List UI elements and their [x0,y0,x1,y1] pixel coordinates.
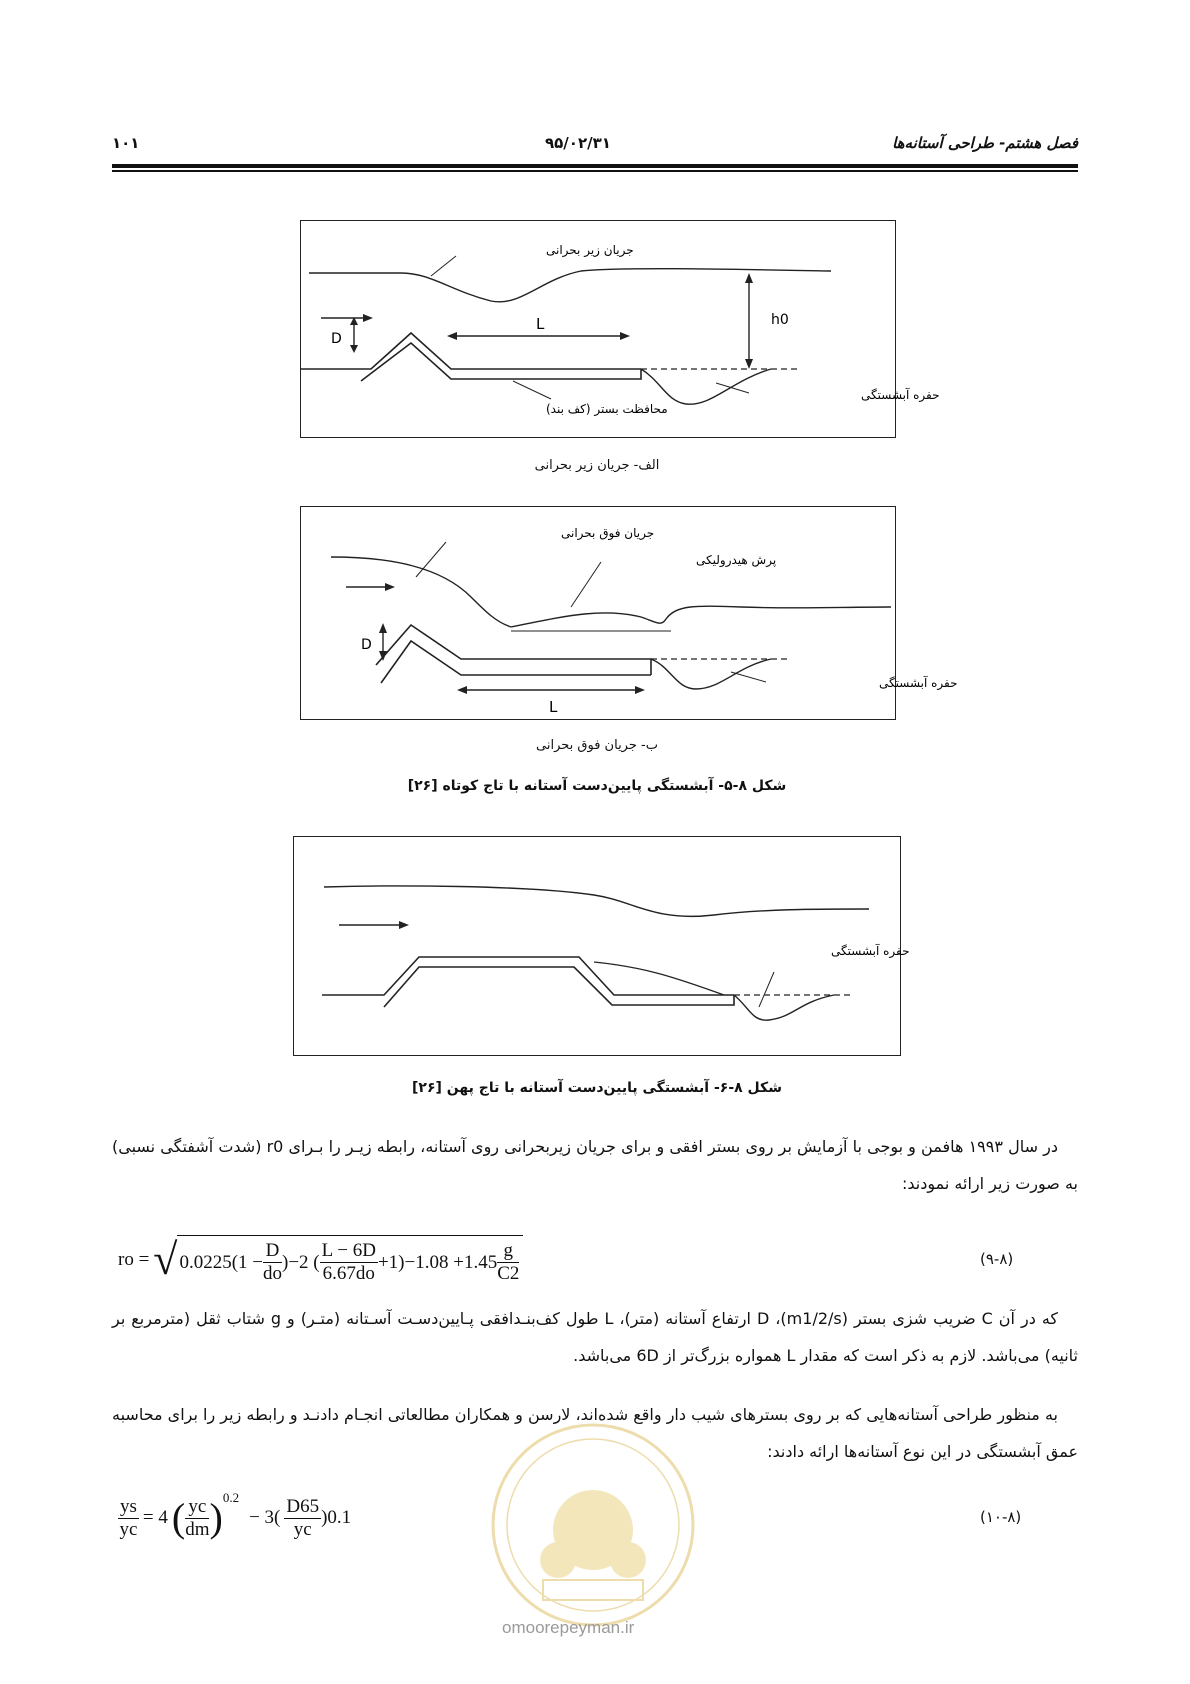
fig-a-label-bed-protection: محافظت بستر (کف بند) [546,402,668,416]
paragraph-3: به منظور طراحی آستانه‌هایی که بر روی بسترهای شیب دار واقع شده‌اند، لارسن و همکاران مطالعاتی انجـام دادنـد و رابطه زیر را برای محاسبه عمق آبشستگی در این نوع آستانه‌ها ارائه دادند: [112,1405,1078,1461]
eq9-term-2: )−2 ( [282,1251,320,1273]
figure-c-broad-crest [293,836,910,1056]
watermark-site: omoorepeyman.ir [502,1618,635,1637]
eq9-radicand [177,1235,523,1285]
eq10-exponent: 0.2 [222,1490,240,1505]
figure-b-caption: ب- جریان فوق بحرانی [536,738,658,753]
eq10-frac-yc-dm: $\frac{yc}{dm}$ [185,1495,210,1540]
figure-b-drawing [301,507,958,719]
fig-a-label-subcritical: جریان زیر بحرانی [546,243,634,257]
eq10-frac-d65-yc: $\frac{D65}{yc}$ [286,1495,320,1540]
figure-5-caption: شکل ۸-۵- آبشستگی پایین‌دست آستانه با تاج کوتاه [۲۶] [407,778,787,794]
equation-10-8-number: (۱۰-۸) [980,1508,1022,1526]
fig-b-label-l: L [549,698,558,716]
watermark-seal [488,1420,698,1630]
eq10-term-2: − 3( [249,1507,281,1528]
paragraph-2: که در آن C ضریب شزی بستر (m1/2/s)، D ارتفاع آستانه (متر)، L طول کف‌بنـدافقی پـایین‌دسـت آسـتانه (متـر) و g شتاب ثقل (مترمربع بر ثانیه) می‌باشد. لازم به ذکر است که مقدار L همواره بزرگ‌تر از 6D می‌باشد. [112,1309,1078,1365]
header-rule-thin [112,170,1078,172]
fig-a-label-d: D [331,331,342,347]
fig-b-label-jump: پرش هیدرولیکی [696,553,777,567]
fig-b-label-d: D [361,637,372,653]
figure-a-drawing [301,221,940,437]
fig-b-label-supercritical: جریان فوق بحرانی [561,526,655,540]
eq9-sqrt-sign: √ [153,1235,178,1284]
paragraph-1: در سال ۱۹۹۳ هافمن و بوجی با آزمایش بر روی بستر افقی و برای جریان زیربحرانی روی آستانه، رابطه زیـر را بـرای r0 (شدت آشفتگی نسبی) به صورت زیر ارائه نمودند: [112,1137,1078,1193]
eq9-frac-d-do: $\frac{D}{do}$ [263,1240,282,1284]
eq10-term-1: = 4 [142,1507,168,1528]
fig-a-label-scour: حفره آبشستگی [861,388,940,402]
fig-c-label-scour: حفره آبشستگی [831,944,910,958]
eq9-term-3: +1)−1.08 +1.45 [377,1251,498,1273]
header-date: ۹۵/۰۲/۳۱ [545,134,611,152]
page-number: ۱۰۱ [112,134,140,152]
fig-a-label-l: L [536,315,545,333]
eq9-lhs: ro = [118,1249,150,1270]
eq10-term-3: )0.1 [321,1507,352,1528]
chapter-title: فصل هشتم- طراحی آستانه‌ها [892,134,1078,152]
figure-a-caption: الف- جریان زیر بحرانی [534,458,660,473]
eq9-frac-l: $\frac{L - 6D}{6.67do}$ [321,1240,376,1284]
equation-10-8 [118,1488,351,1548]
eq9-frac-g-c2: $\frac{g}{C2}$ [497,1240,520,1284]
equation-9-8 [118,1230,523,1290]
fig-b-label-scour: حفره آبشستگی [879,676,958,690]
figure-c-drawing [294,837,910,1055]
figure-6-caption: شکل ۸-۶- آبشستگی پایین‌دست آستانه با تاج پهن [۲۶] [412,1080,782,1096]
figure-a-subcritical [300,220,940,438]
eq9-term-1: 0.0225(1 − [179,1251,263,1273]
figure-b-supercritical [300,506,958,720]
eq10-paren-right: ) [209,1495,223,1540]
fig-a-label-h0: h0 [771,312,789,328]
eq10-paren-left: ( [171,1495,186,1540]
watermark-seal-graphic [488,1420,698,1630]
eq10-frac-ys-yc: $\frac{ys}{yc}$ [119,1495,138,1540]
header-rule-thick [112,164,1078,168]
equation-9-8-number: (۹-۸) [980,1250,1014,1268]
